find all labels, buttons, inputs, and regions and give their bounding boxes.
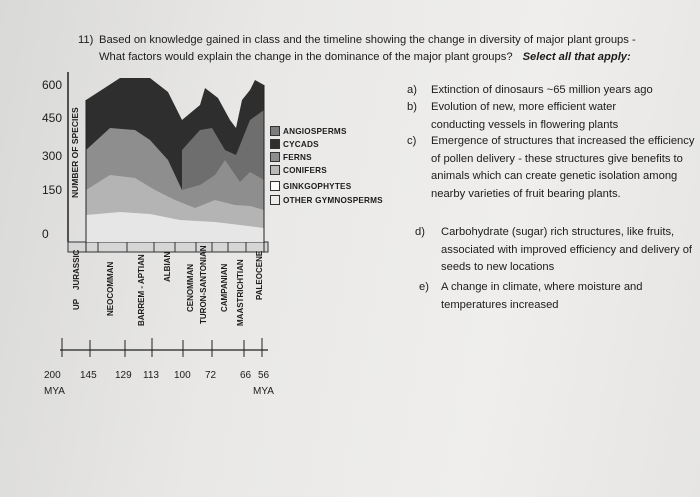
- option-letter: e): [419, 281, 429, 293]
- option-letter: d): [415, 226, 425, 238]
- x-tick-100: 100: [174, 370, 191, 381]
- option-letter: b): [407, 101, 417, 113]
- y-tick-600: 600: [42, 78, 63, 92]
- legend-swatch: [270, 126, 280, 136]
- answer-option-e[interactable]: [407, 279, 700, 315]
- legend-conifers: CONIFERS: [270, 165, 327, 175]
- option-text: Evolution of new, more efficient water conducting vessels in flowering plants: [431, 101, 619, 131]
- option-letter: c): [407, 135, 417, 147]
- question-number: 11): [78, 34, 94, 46]
- y-tick-0: 0: [42, 227, 49, 241]
- legend-ginkgophytes: GINKGOPHYTES: [270, 181, 351, 191]
- answer-option-a[interactable]: [407, 82, 700, 100]
- legend-ferns: FERNS: [270, 152, 312, 162]
- legend-swatch: [270, 139, 280, 149]
- legend-swatch: [270, 195, 280, 205]
- legend-cycads: CYCADS: [270, 139, 319, 149]
- x-tick-129: 129: [115, 370, 132, 381]
- option-letter: a): [407, 84, 417, 96]
- period-up-label: UP: [72, 298, 81, 310]
- x-tick-200: 200: [44, 370, 61, 381]
- period-paleocene: PALEOCENE: [255, 250, 264, 300]
- x-tick-72: 72: [205, 370, 217, 381]
- period-barrem-aptian: BARREM - APTIAN: [137, 254, 146, 326]
- legend-swatch: [270, 181, 280, 191]
- option-text: Emergence of structures that increased the efficiency of pollen delivery - these structures give benefits to animals which can create genetic isolation among nearby varieties of fruit bearing plants.: [431, 135, 695, 200]
- x-unit-right: MYA: [253, 386, 274, 397]
- legend-other-gymnosperms: OTHER GYMNOSPERMS: [270, 195, 383, 205]
- answer-option-c[interactable]: [407, 133, 700, 223]
- period-maastrichtian: MAASTRICHTIAN: [236, 259, 245, 326]
- x-tick-145: 145: [80, 370, 97, 381]
- period-campanian: CAMPANIAN: [220, 263, 229, 312]
- legend-swatch: [270, 152, 280, 162]
- x-tick-113: 113: [143, 370, 159, 381]
- x-unit-left: MYA: [44, 386, 65, 397]
- legend-swatch: [270, 165, 280, 175]
- option-text: Carbohydrate (sugar) rich structures, like fruits, associated with improved efficiency and delivery of seeds to new locations: [441, 226, 693, 273]
- y-tick-450: 450: [42, 111, 63, 125]
- answer-option-b[interactable]: [407, 99, 700, 135]
- legend-angiosperms: ANGIOSPERMS: [270, 126, 347, 136]
- question-line-1: Based on knowledge gained in class and the timeline showing the change in diversity of major plant groups -: [99, 34, 636, 46]
- period-cenomman: CENOMMAN: [186, 264, 195, 312]
- period-jurassic: JURASSIC: [72, 249, 81, 290]
- period-neocomman: NEOCOMMAN: [106, 261, 115, 316]
- option-text: Extinction of dinosaurs ~65 million years ago: [431, 84, 653, 96]
- question-text: What factors would explain the change in the dominance of the major plant groups?: [99, 51, 513, 63]
- period-turon-santonian: TURON-SANTONIAN: [199, 245, 208, 324]
- select-all-instruction: Select all that apply:: [522, 51, 631, 63]
- x-tick-56: 56: [258, 370, 270, 381]
- y-tick-300: 300: [42, 149, 63, 163]
- y-tick-150: 150: [42, 183, 63, 197]
- y-axis-label: NUMBER OF SPECIES: [70, 107, 80, 198]
- answer-option-d[interactable]: [407, 224, 700, 278]
- period-albian: ALBIAN: [163, 251, 172, 282]
- option-text: A change in climate, where moisture and temperatures increased: [441, 281, 643, 311]
- x-tick-66: 66: [240, 370, 252, 381]
